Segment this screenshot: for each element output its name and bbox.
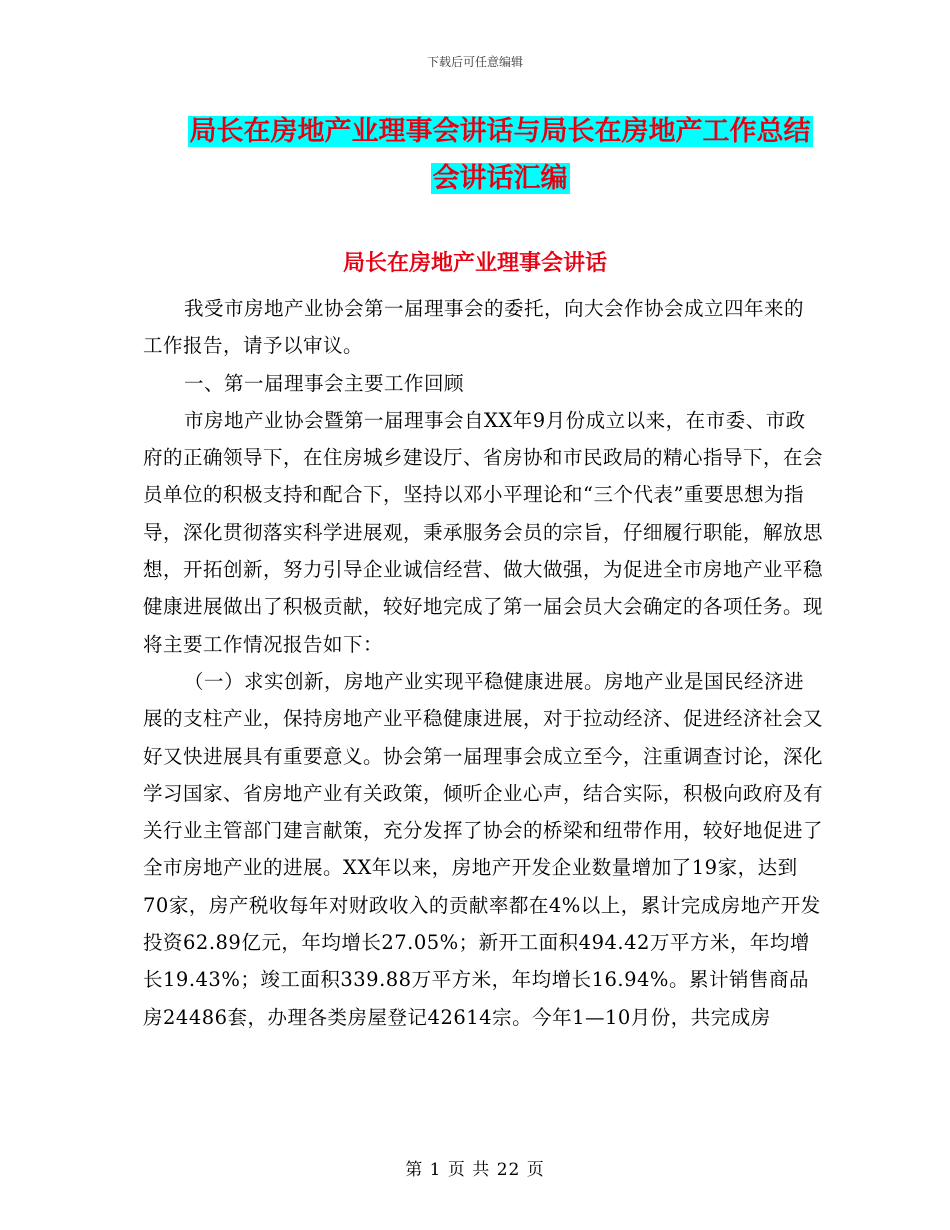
header-note: 下载后可任意编辑 <box>426 55 523 69</box>
paragraph: （一）求实创新，房地产业实现平稳健康进展。房地产业是国民经济进展的支柱产业，保持房地产业平稳健康进展，对于拉动经济、促进经济社会又好又快进展具有重要意义。协会第一届理事会成立至今，注重调查讨论，深化学习国家、省房地产业有关政策，倾听企业心声，结合实际，积极向政府及有关行业主管部门建言献策，充分发挥了协会的桥梁和纽带作用，较好地促进了全市房地产业的进展。XX年以来，房地产开发企业数量增加了19家，达到70家，房产税收每年对财政收入的贡献率都在4%以上，累计完成房地产开发投资62.89亿元，年均增长27.05%；新开工面积494.42万平方米，年均增长19.43%；竣工面积339.88万平方米，年均增长16.94%。累计销售商品房24486套，办理各类房屋登记42614宗。今年1—10月份，共完成房 <box>143 669 824 1029</box>
title-line-2: 会讲话汇编 <box>432 163 568 194</box>
body-text <box>143 290 823 1036</box>
section-title: 局长在房地产业理事会讲话 <box>342 251 607 276</box>
paragraph-heading: 一、第一届理事会主要工作回顾 <box>183 371 464 395</box>
title-line-1: 局长在房地产业理事会讲话与局长在房地产工作总结 <box>189 116 811 147</box>
page-footer: 第 1 页 共 22 页 <box>405 1160 545 1180</box>
paragraph: 我受市房地产业协会第一届理事会的委托，向大会作协会成立四年来的工作报告，请予以审议。 <box>143 297 804 358</box>
document-title <box>140 108 860 202</box>
paragraph: 市房地产业协会暨第一届理事会自XX年9月份成立以来，在市委、市政府的正确领导下，在住房城乡建设厅、省房协和市民政局的精心指导下，在会员单位的积极支持和配合下，坚持以邓小平理论和“三个代表”重要思想为指导，深化贯彻落实科学进展观，秉承服务会员的宗旨，仔细履行职能，解放思想，开拓创新，努力引导企业诚信经营、做大做强，为促进全市房地产业平稳健康进展做出了积极贡献，较好地完成了第一届会员大会确定的各项任务。现将主要工作情况报告如下： <box>143 408 824 656</box>
